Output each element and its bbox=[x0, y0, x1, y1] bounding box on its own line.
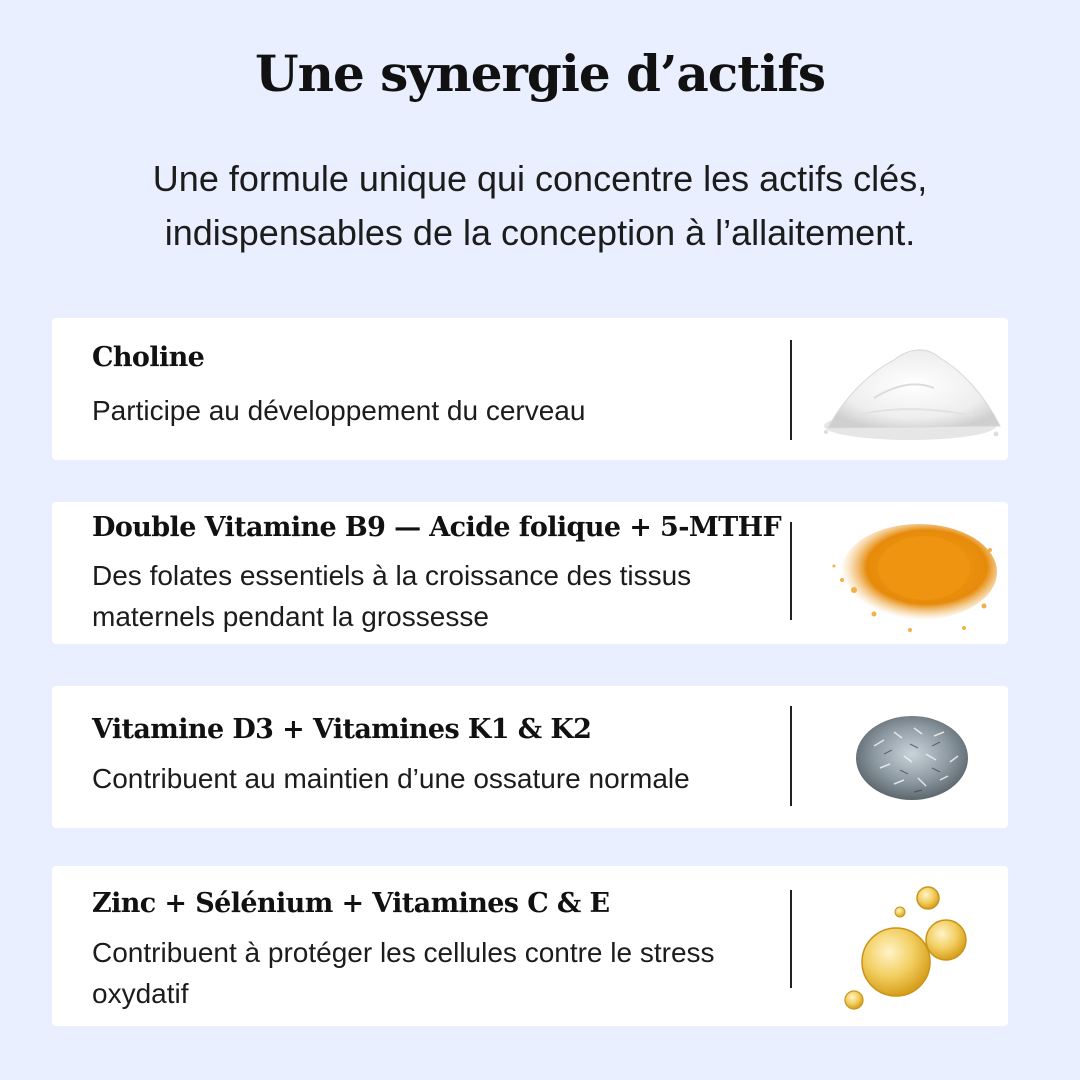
ingredient-description: Contribuent au maintien d’une ossature normale bbox=[92, 763, 690, 794]
card-divider bbox=[790, 890, 792, 988]
ingredient-description: Participe au développement du cerveau bbox=[92, 395, 586, 426]
card-divider bbox=[790, 340, 792, 440]
ingredient-card-zinc-selenium bbox=[52, 866, 1008, 1026]
card-divider bbox=[790, 706, 792, 806]
orange-powder-icon bbox=[814, 510, 1004, 640]
ingredient-name: Vitamine D3 + Vitamines K1 & K2 bbox=[92, 714, 592, 745]
ingredient-name: Double Vitamine B9 — Acide folique + 5-MTHF bbox=[92, 512, 782, 543]
ingredient-name: Zinc + Sélénium + Vitamines C & E bbox=[92, 888, 610, 919]
ingredient-description: Contribuent à protéger les cellules contre le stress oxydatif bbox=[92, 937, 715, 1009]
ingredient-card-vitamine-b9 bbox=[52, 502, 1008, 644]
oil-droplets-icon bbox=[814, 876, 1004, 1022]
page-subtitle: Une formule unique qui concentre les actifs clés, indispensables de la conception à l’allaitement. bbox=[152, 158, 928, 253]
white-powder-icon bbox=[814, 328, 1004, 450]
crystals-icon bbox=[814, 706, 1004, 816]
card-divider bbox=[790, 522, 792, 620]
ingredient-name: Choline bbox=[92, 342, 205, 373]
ingredient-description: Des folates essentiels à la croissance des tissus maternels pendant la grossesse bbox=[92, 560, 692, 632]
ingredient-card-vitamine-d3 bbox=[52, 686, 1008, 828]
ingredient-card-choline bbox=[52, 318, 1008, 460]
page-title: Une synergie d’actifs bbox=[254, 44, 825, 103]
